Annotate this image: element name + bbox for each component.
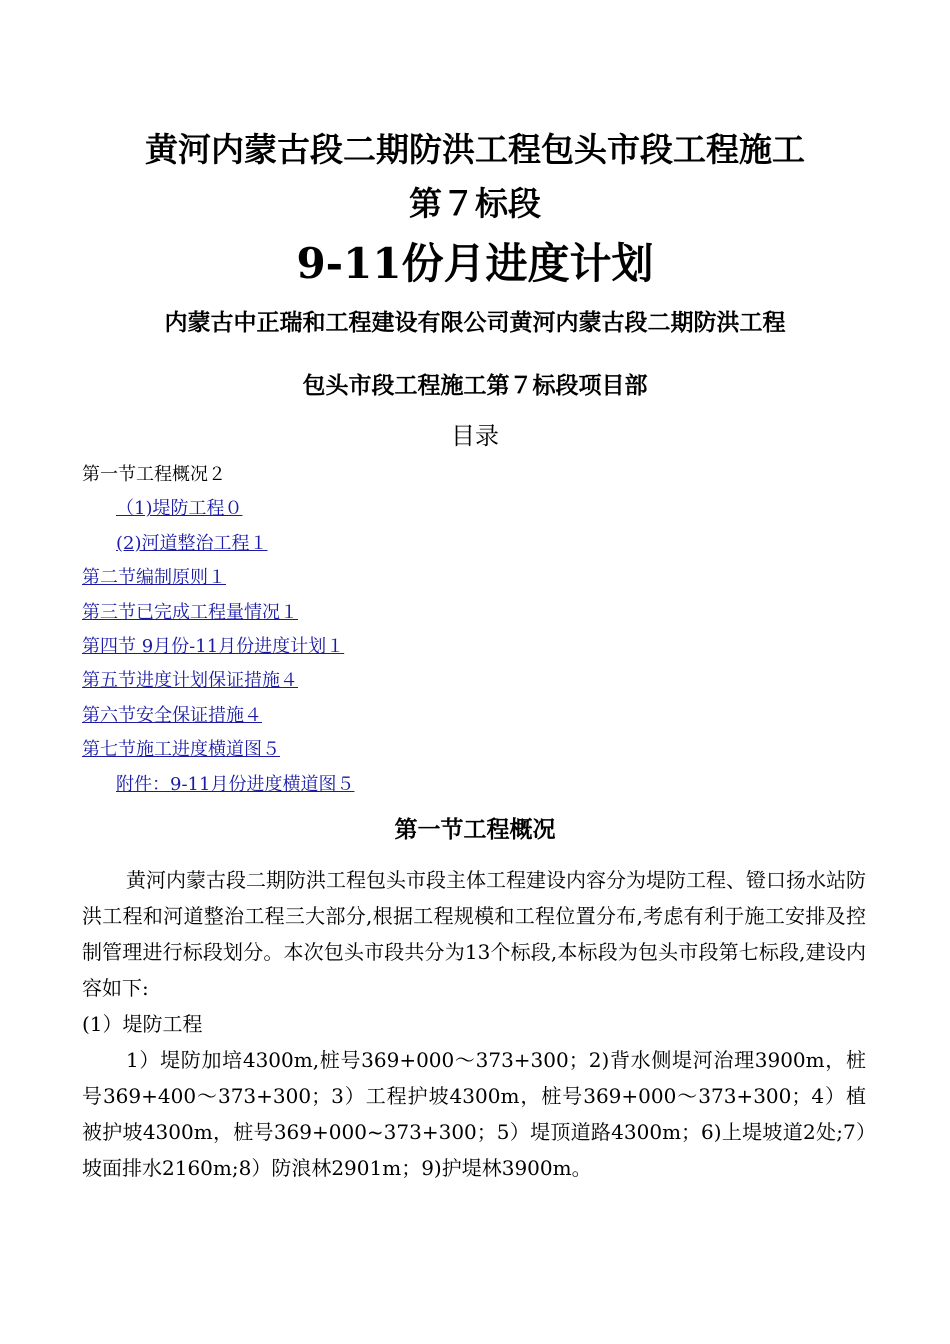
toc-item[interactable]: 第七节施工进度横道图５ (82, 739, 280, 761)
toc-item[interactable]: 第二节编制原则１ (82, 567, 226, 589)
subsection-heading: (1）堤防工程 (82, 1012, 203, 1036)
table-of-contents (82, 458, 882, 802)
section-body (82, 862, 866, 1186)
document-title-line2: 第７标段 (409, 184, 541, 223)
toc-item[interactable]: 第五节进度计划保证措施４ (82, 670, 298, 692)
toc-item[interactable]: 第三节已完成工程量情况１ (82, 601, 298, 623)
toc-item[interactable]: (2)河道整治工程１ (116, 532, 268, 554)
toc-heading: 目录 (451, 422, 499, 450)
toc-item[interactable]: （1)堤防工程０ (116, 498, 243, 520)
organization-line1: 内蒙古中正瑞和工程建设有限公司黄河内蒙古段二期防洪工程 (164, 309, 786, 336)
document-title-line3: 9-11份月进度计划 (296, 239, 654, 288)
organization-line2: 包头市段工程施工第７标段项目部 (302, 372, 648, 399)
toc-item[interactable]: 第六节安全保证措施４ (82, 704, 262, 726)
body-paragraph: 黄河内蒙古段二期防洪工程包头市段主体工程建设内容分为堤防工程、镫口扬水站防洪工程和河道整治工程三大部分,根据工程规模和工程位置分布,考虑有利于施工安排及控制管理进行标段划分。本次包头市段共分为13个标段,本标段为包头市段第七标段,建设内容如下: (82, 868, 866, 1000)
section-title: 第一节工程概况 (394, 816, 556, 843)
toc-item: 第一节工程概况２ (82, 464, 226, 485)
body-paragraph: 1）堤防加培4300m,桩号369+000～373+300；2)背水侧堤河治理3900m，桩号369+400～373+300；3）工程护坡4300m，桩号369+000～373+300；4）植被护坡4300m，桩号369+000~373+300；5）堤顶道路4300m；6)上堤坡道2处;7）坡面排水2160m;8）防浪林2901m；9)护堤林3900m。 (82, 1048, 866, 1180)
toc-item[interactable]: 第四节 9月份-11月份进度计划１ (82, 635, 345, 657)
document-title-line1: 黄河内蒙古段二期防洪工程包头市段工程施工 (145, 130, 805, 169)
toc-item[interactable]: 附件：9-11月份进度横道图５ (116, 773, 355, 795)
